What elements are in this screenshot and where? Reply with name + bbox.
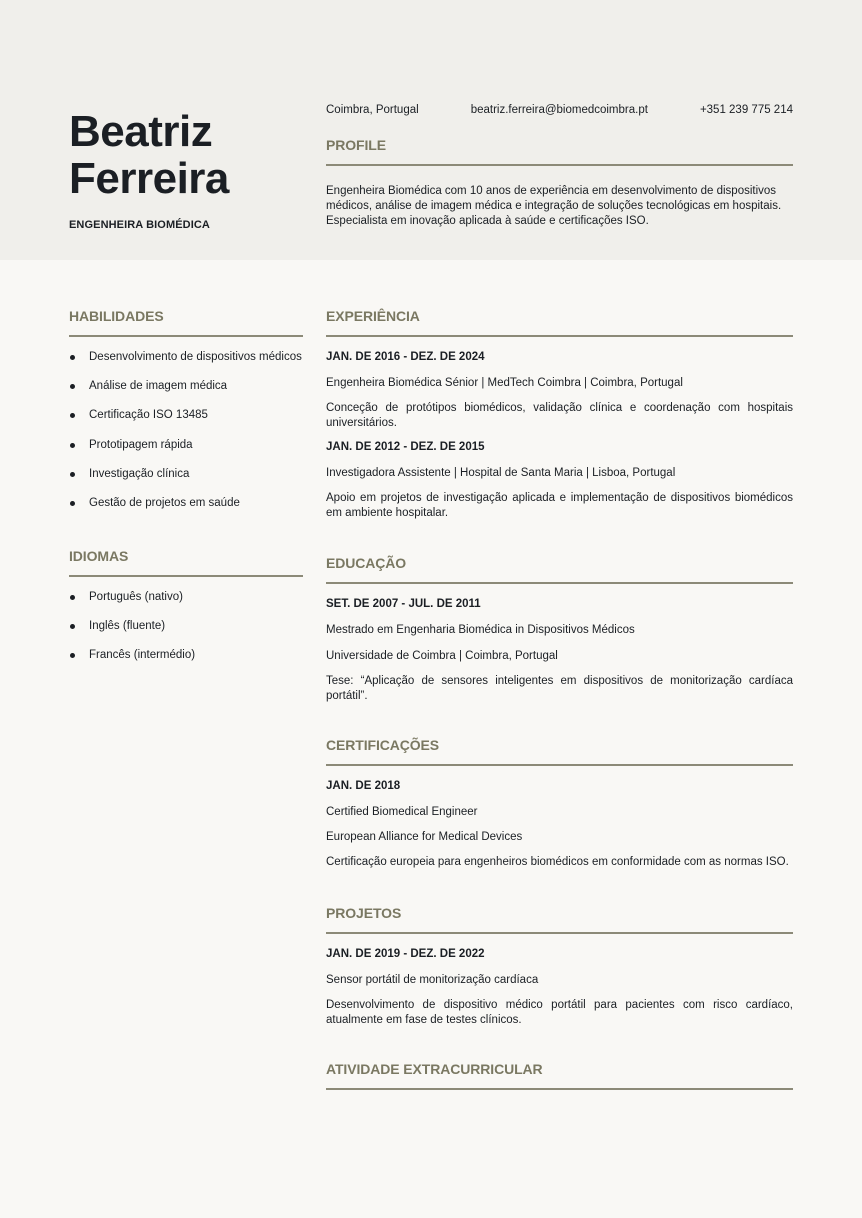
certifications-section [326, 737, 793, 870]
list-item: Desenvolvimento de dispositivos médicos [69, 350, 303, 379]
profile-text: Engenheira Biomédica com 10 anos de experiência em desenvolvimento de dispositivos médicos, análise de imagem médica e integração de soluções tecnológicas em hospitais. Especialista em inovação aplicada à saúde e certificações ISO. [326, 185, 782, 227]
entry-date: JAN. DE 2018 [326, 780, 401, 792]
certification-name: Certified Biomedical Engineer [326, 806, 478, 818]
section-divider [69, 335, 303, 337]
contact-email[interactable]: beatriz.ferreira@biomedcoimbra.pt [470, 104, 648, 116]
entry-role: Investigadora Assistente | Hospital de Santa Maria | Lisboa, Portugal [326, 467, 676, 479]
education-thesis: Tese: “Aplicação de sensores inteligentes em dispositivos de monitorização cardíaca portátil”. [326, 675, 793, 702]
project-name: Sensor portátil de monitorização cardíaca [326, 974, 539, 986]
section-divider [326, 164, 793, 166]
education-school: Universidade de Coimbra | Coimbra, Portugal [326, 650, 558, 662]
education-title: EDUCAÇÃO [326, 555, 407, 571]
contact-phone[interactable]: +351 239 775 214 [699, 104, 793, 116]
list-item: Inglês (fluente) [69, 619, 303, 648]
candidate-name [69, 108, 229, 202]
section-divider [326, 1088, 793, 1090]
entry-description: Desenvolvimento de dispositivo médico portátil para pacientes com risco cardíaco, atualmente em fase de testes clínicos. [326, 999, 793, 1026]
projects-section [326, 905, 793, 1028]
section-divider [326, 582, 793, 584]
skills-list [69, 350, 303, 525]
entry-date: JAN. DE 2012 - DEZ. DE 2015 [326, 441, 485, 453]
projects-title: PROJETOS [326, 905, 402, 921]
list-item: Gestão de projetos em saúde [69, 496, 303, 525]
skills-section [69, 308, 303, 525]
profile-title: PROFILE [326, 137, 386, 153]
section-divider [326, 764, 793, 766]
name-last: Ferreira [69, 154, 229, 203]
entry-date: SET. DE 2007 - JUL. DE 2011 [326, 598, 481, 610]
list-item: Certificação ISO 13485 [69, 408, 303, 437]
languages-list [69, 590, 303, 678]
entry-date: JAN. DE 2016 - DEZ. DE 2024 [326, 351, 485, 363]
list-item: Investigação clínica [69, 467, 303, 496]
profile-section [326, 137, 793, 229]
entry-description: Conceção de protótipos biomédicos, validação clínica e coordenação com hospitais universitários. [326, 402, 793, 429]
experience-title: EXPERIÊNCIA [326, 308, 420, 324]
education-degree: Mestrado em Engenharia Biomédica in Dispositivos Médicos [326, 624, 635, 636]
list-item: Prototipagem rápida [69, 438, 303, 467]
experience-section [326, 308, 793, 521]
skills-title: HABILIDADES [69, 308, 164, 324]
entry-role: Engenheira Biomédica Sénior | MedTech Coimbra | Coimbra, Portugal [326, 377, 683, 389]
section-divider [69, 575, 303, 577]
entry-description: Certificação europeia para engenheiros biomédicos em conformidade com as normas ISO. [326, 856, 789, 868]
contact-bar [326, 104, 793, 116]
list-item: Análise de imagem médica [69, 379, 303, 408]
list-item: Francês (intermédio) [69, 648, 303, 677]
contact-location: Coimbra, Portugal [326, 104, 419, 116]
entry-date: JAN. DE 2019 - DEZ. DE 2022 [326, 948, 485, 960]
list-item: Português (nativo) [69, 590, 303, 619]
languages-section [69, 548, 303, 678]
job-title: ENGENHEIRA BIOMÉDICA [69, 219, 210, 231]
section-divider [326, 335, 793, 337]
name-first: Beatriz [69, 107, 213, 156]
extracurricular-title: ATIVIDADE EXTRACURRICULAR [326, 1061, 543, 1077]
extracurricular-section [326, 1061, 793, 1090]
section-divider [326, 932, 793, 934]
certification-issuer: European Alliance for Medical Devices [326, 831, 523, 843]
certifications-title: CERTIFICAÇÕES [326, 737, 440, 753]
entry-description: Apoio em projetos de investigação aplicada e implementação de dispositivos biomédicos em ambiente hospitalar. [326, 492, 793, 519]
education-section [326, 555, 793, 704]
languages-title: IDIOMAS [69, 548, 129, 564]
